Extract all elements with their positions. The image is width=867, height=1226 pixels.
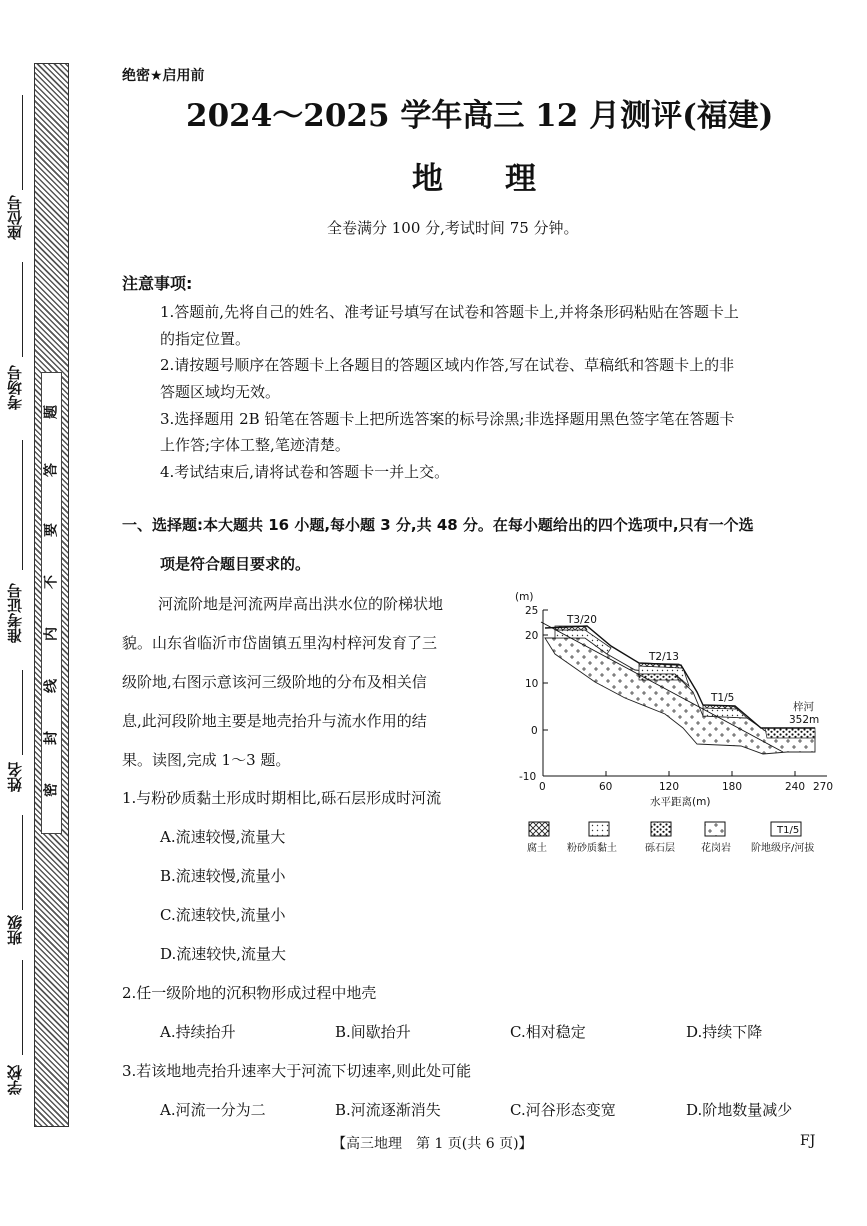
legend-label: 粉砂质黏土 [567, 843, 617, 854]
option-a: A.河流一分为二 [160, 1101, 266, 1119]
school-underline [22, 960, 23, 1055]
note-line: 答题区域均无效。 [160, 383, 281, 401]
name-underline [22, 670, 23, 755]
admission-number-label: 准考证号 [6, 583, 24, 643]
seat-number-label: 座位号 [6, 195, 24, 240]
class-underline [22, 815, 23, 910]
id-underline [22, 440, 23, 570]
seal-line-box [41, 372, 62, 834]
option-c: C.河谷形态变宽 [510, 1101, 616, 1119]
terrace-t2-label: T2/13 [649, 651, 679, 663]
note-line: 2.请按题号顺序在答题卡上各题目的答题区域内作答,写在试卷、草稿纸和答题卡上的非 [160, 356, 735, 374]
question-stem: 1.与粉砂质黏土形成时期相比,砾石层形成时河流 [122, 789, 442, 807]
x-tick-label: 270 [813, 781, 834, 793]
note-line: 的指定位置。 [160, 330, 251, 348]
option-b: B.流速较慢,流量小 [160, 867, 286, 885]
x-tick-label: 60 [599, 781, 613, 793]
page-footer: 【高三地理 第 1 页(共 6 页)】 [332, 1136, 533, 1152]
note-line: 上作答;字体工整,笔迹清楚。 [160, 436, 350, 454]
x-tick-label: 0 [539, 781, 546, 793]
room-underline [22, 262, 23, 357]
option-a: A.流速较慢,流量大 [160, 828, 286, 846]
note-line: 3.选择题用 2B 铅笔在答题卡上把所选答案的标号涂黑;非选择题用黑色签字笔在答题卡 [160, 410, 735, 428]
terrace-t3-label: T3/20 [567, 614, 597, 626]
seal-char: 不 [43, 575, 60, 589]
option-b: B.间歇抬升 [335, 1023, 411, 1041]
gravel-layer [765, 728, 815, 738]
class-label: 班级 [6, 915, 24, 945]
y-tick-label: 20 [525, 630, 539, 642]
y-tick-label: 25 [525, 605, 539, 617]
option-c: C.流速较快,流量小 [160, 906, 286, 924]
subject-title: 地 理 [412, 161, 536, 197]
x-tick-label: 120 [659, 781, 680, 793]
notes-title: 注意事项: [122, 274, 193, 293]
passage-line: 级阶地,右图示意该河三级阶地的分布及相关信 [122, 673, 427, 691]
confidential-mark: 绝密★启用前 [122, 68, 205, 84]
exam-title: 2024～2025 学年高三 12 月测评(福建) [186, 98, 774, 134]
passage-line: 息,此河段阶地主要是地壳抬升与流水作用的结 [122, 712, 427, 730]
footer-code: FJ [800, 1133, 816, 1149]
question-stem: 2.任一级阶地的沉积物形成过程中地壳 [122, 984, 377, 1002]
section-heading: 一、选择题:本大题共 16 小题,每小题 3 分,共 48 分。在每小题给出的四个选项中,只有一个选 [122, 516, 754, 534]
seal-char: 题 [43, 405, 60, 419]
terrace-t1-label: T1/5 [711, 692, 735, 704]
exam-info: 全卷满分 100 分,考试时间 75 分钟。 [327, 219, 579, 237]
school-label: 学校 [6, 1065, 24, 1095]
option-c: C.相对稳定 [510, 1023, 586, 1041]
option-d: D.流速较快,流量大 [160, 945, 287, 963]
option-d: D.持续下降 [686, 1023, 763, 1041]
legend [527, 822, 814, 854]
legend-key-sample: T1/5 [777, 825, 800, 836]
legend-label: 阶地级序/河拔 [751, 843, 815, 854]
seal-char: 封 [43, 731, 60, 745]
seat-underline [22, 95, 23, 190]
name-label: 姓名 [6, 762, 24, 792]
question-stem: 3.若该地地壳抬升速率大于河流下切速率,则此处可能 [122, 1062, 472, 1080]
section-heading-cont: 项是符合题目要求的。 [160, 555, 311, 573]
river-altitude-label: 352m [789, 714, 820, 726]
note-line: 1.答题前,先将自己的姓名、准考证号填写在试卷和答题卡上,并将条形码粘贴在答题卡上 [160, 303, 739, 321]
seal-char: 密 [43, 783, 60, 797]
seal-char: 要 [43, 523, 60, 537]
gravel-layer [639, 674, 679, 680]
passage-line: 貌。山东省临沂市岱崮镇五里沟村梓河发育了三 [122, 634, 438, 652]
x-axis-label: 水平距离(m) [650, 796, 711, 808]
note-line: 4.考试结束后,请将试卷和答题卡一并上交。 [160, 463, 450, 481]
seal-char: 答 [43, 463, 60, 477]
option-a: A.持续抬升 [160, 1023, 236, 1041]
option-d: D.阶地数量减少 [686, 1101, 793, 1119]
option-b: B.河流逐渐消失 [335, 1101, 441, 1119]
river-name-label: 梓河 [793, 701, 814, 713]
y-tick-label: 0 [531, 725, 538, 737]
legend-label: 花岗岩 [701, 843, 731, 854]
y-tick-label: 10 [525, 678, 539, 690]
terrace-cross-section-figure [515, 588, 845, 863]
legend-label: 腐土 [527, 843, 547, 854]
x-tick-label: 240 [785, 781, 806, 793]
passage-line: 河流阶地是河流两岸高出洪水位的阶梯状地 [158, 595, 444, 613]
x-tick-label: 180 [722, 781, 743, 793]
profile-baseline [541, 622, 783, 752]
seal-char: 线 [43, 679, 60, 693]
legend-label: 砾石层 [645, 843, 675, 854]
passage-line: 果。读图,完成 1～3 题。 [122, 751, 291, 769]
y-tick-label: -10 [519, 771, 537, 783]
seal-char: 内 [43, 627, 60, 641]
y-axis-unit: (m) [515, 591, 534, 603]
exam-room-label: 考场号 [6, 365, 24, 410]
